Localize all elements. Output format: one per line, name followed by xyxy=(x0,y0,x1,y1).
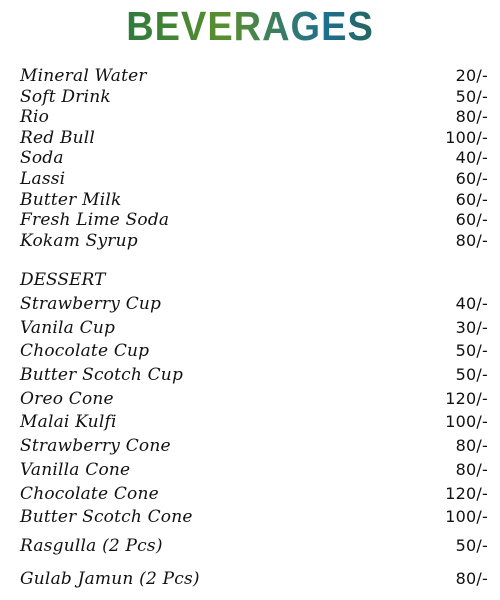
menu-item-price: 50/- xyxy=(455,86,488,106)
menu-item-row xyxy=(20,66,488,87)
menu-item-price: 20/- xyxy=(455,66,488,85)
menu-item-name: Gulab Jamun (2 Pcs) xyxy=(20,569,200,589)
menu-item-price: 100/- xyxy=(445,127,488,147)
menu-item-name: Malai Kulfi xyxy=(20,412,117,433)
menu-item-row xyxy=(20,169,488,190)
menu-item-row xyxy=(20,536,488,569)
menu-item-name: Vanila Cup xyxy=(20,317,116,338)
menu-item-price: 30/- xyxy=(455,317,488,337)
menu-item-row xyxy=(20,318,488,342)
menu-item-price: 120/- xyxy=(445,483,488,503)
menu-item-row xyxy=(20,365,488,389)
menu-item-row xyxy=(20,190,488,211)
menu-item-name: Soda xyxy=(20,148,64,169)
menu-item-price: 60/- xyxy=(455,168,488,188)
menu-item-price: 50/- xyxy=(455,536,488,555)
menu-item-row xyxy=(20,484,488,508)
menu-item-name: Strawberry Cup xyxy=(20,294,162,314)
menu-item-name: Kokam Syrup xyxy=(20,230,138,251)
menu-item-price: 50/- xyxy=(455,365,488,385)
menu-item-price: 100/- xyxy=(445,507,488,527)
menu-item-row xyxy=(20,507,488,531)
menu-item-name: Red Bull xyxy=(20,127,96,148)
menu-item-price: 80/- xyxy=(455,107,488,127)
menu-item-price: 50/- xyxy=(455,341,488,361)
menu-item-row xyxy=(20,210,488,231)
menu-item-price: 80/- xyxy=(455,436,488,456)
menu-item-name: Lassi xyxy=(20,168,66,189)
menu-item-row xyxy=(20,87,488,108)
menu-item-name: Fresh Lime Soda xyxy=(20,210,170,231)
menu-item-row xyxy=(20,231,488,252)
section-title-beverages: BEVERAGES xyxy=(0,4,500,50)
menu-item-price: 40/- xyxy=(455,294,488,313)
menu-item-row xyxy=(20,569,488,600)
menu-item-row xyxy=(20,107,488,128)
menu-item-row xyxy=(20,294,488,318)
menu-item-row xyxy=(20,460,488,484)
menu-item-price: 120/- xyxy=(445,388,488,408)
menu-item-name: Strawberry Cone xyxy=(20,436,171,457)
menu-item-price: 40/- xyxy=(455,148,488,168)
menu-item-row xyxy=(20,148,488,169)
desserts-list xyxy=(20,294,488,531)
menu-item-name: Rio xyxy=(20,107,50,128)
menu-item-name: Soft Drink xyxy=(20,86,111,107)
extras-list xyxy=(20,536,488,600)
section-heading-dessert: DESSERT xyxy=(20,270,106,290)
menu-item-name: Chocolate Cup xyxy=(20,341,150,362)
menu-item-price: 60/- xyxy=(455,210,488,230)
menu-item-name: Vanilla Cone xyxy=(20,459,131,480)
menu-item-price: 80/- xyxy=(455,230,488,250)
menu-item-name: Butter Milk xyxy=(20,189,122,210)
menu-item-row xyxy=(20,436,488,460)
menu-item-name: Rasgulla (2 Pcs) xyxy=(20,536,163,556)
menu-item-price: 80/- xyxy=(455,459,488,479)
menu-item-price: 100/- xyxy=(445,412,488,432)
menu-item-row xyxy=(20,389,488,413)
menu-item-price: 60/- xyxy=(455,189,488,209)
menu-item-name: Oreo Cone xyxy=(20,388,114,409)
menu-item-name: Chocolate Cone xyxy=(20,483,159,504)
menu-item-row xyxy=(20,412,488,436)
menu-item-name: Butter Scotch Cone xyxy=(20,507,193,528)
menu-item-row xyxy=(20,128,488,149)
menu-item-price: 80/- xyxy=(455,569,488,588)
menu-item-row xyxy=(20,341,488,365)
beverages-list xyxy=(20,66,488,251)
menu-item-name: Mineral Water xyxy=(20,66,147,86)
menu-item-name: Butter Scotch Cup xyxy=(20,365,184,386)
